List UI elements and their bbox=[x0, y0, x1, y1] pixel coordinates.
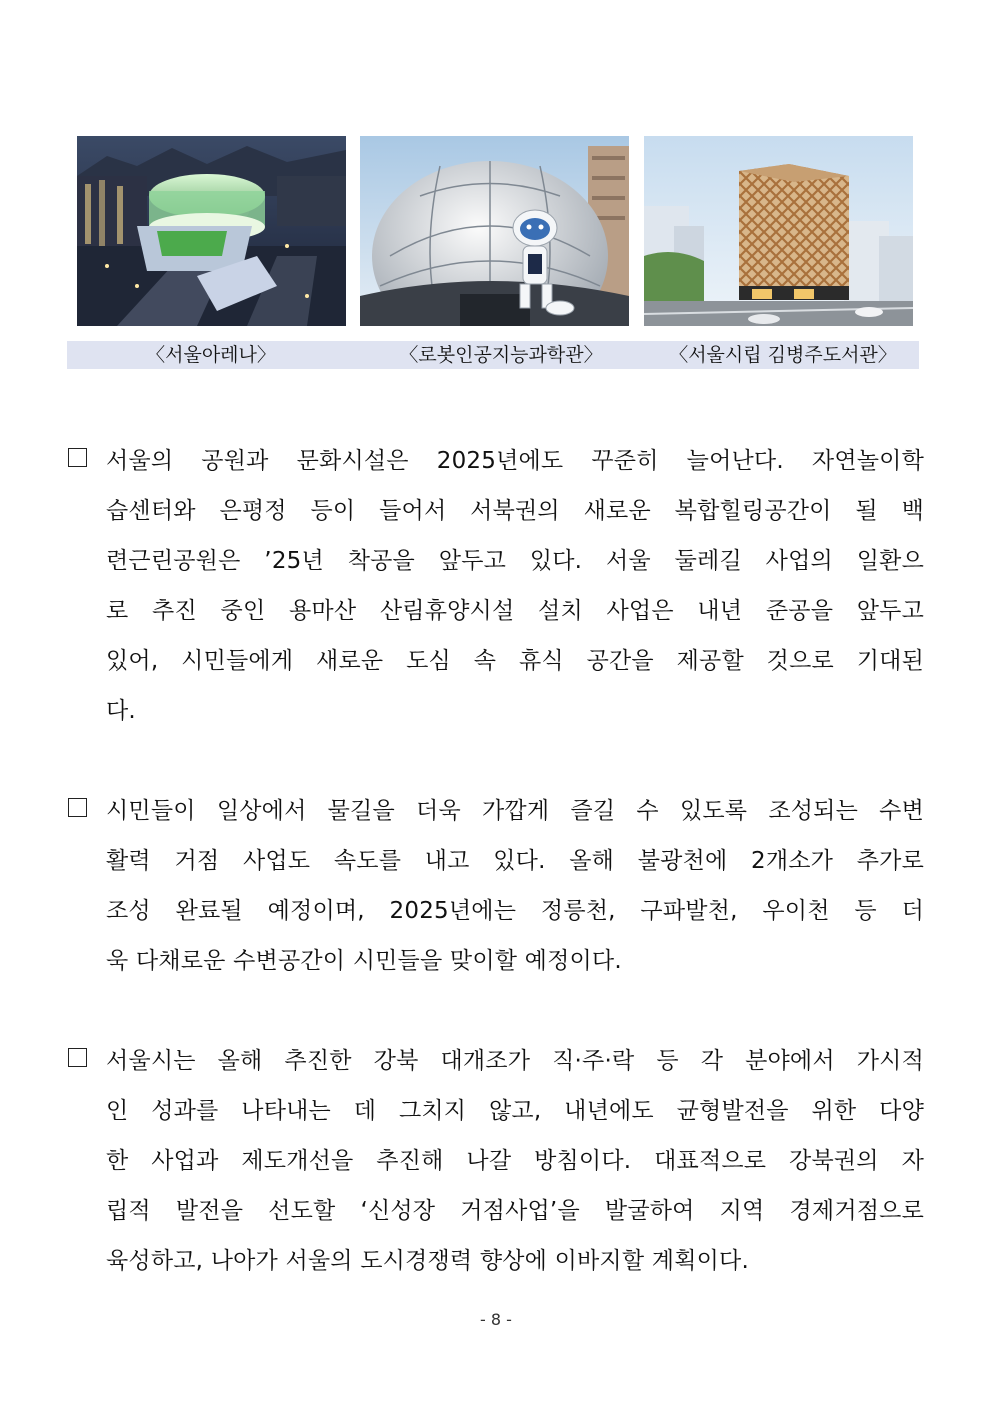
paragraph-line: 인 성과를 나타내는 데 그치지 않고, 내년에도 균형발전을 위한 다양 bbox=[106, 1098, 924, 1124]
paragraph-line: 립적 발전을 선도할 ‘신성장 거점사업’을 발굴하여 지역 경제거점으로 bbox=[106, 1198, 924, 1224]
arena-night-aerial-image bbox=[77, 136, 346, 326]
paragraph-line: 한 사업과 제도개선을 추진해 나갈 방침이다. 대표적으로 강북권의 자 bbox=[106, 1148, 924, 1174]
paragraph-line: 서울의 공원과 문화시설은 2025년에도 꾸준히 늘어난다. 자연놀이학 bbox=[106, 448, 924, 474]
figure-row bbox=[77, 136, 913, 326]
paragraph-line: 로 추진 중인 용마산 산림휴양시설 설치 사업은 내년 준공을 앞두고 bbox=[106, 598, 924, 624]
paragraph-line: 활력 거점 사업도 속도를 내고 있다. 올해 불광천에 2개소가 추가로 bbox=[106, 848, 924, 874]
robot-science-museum-image bbox=[360, 136, 629, 326]
caption-bar bbox=[67, 341, 919, 369]
paragraph-line: 시민들이 일상에서 물길을 더욱 가깝게 즐길 수 있도록 조성되는 수변 bbox=[106, 798, 924, 824]
figure-caption: 〈서울아레나〉 bbox=[146, 344, 276, 366]
paragraph-line: 서울시는 올해 추진한 강북 대개조가 직·주·락 등 각 분야에서 가시적 bbox=[106, 1048, 924, 1074]
page-number: - 8 - bbox=[480, 1310, 512, 1329]
paragraph-line: 습센터와 은평정 등이 들어서 서북권의 새로운 복합힐링공간이 될 백 bbox=[106, 498, 924, 524]
paragraph-line: 있어, 시민들에게 새로운 도심 속 휴식 공간을 제공할 것으로 기대된 bbox=[106, 648, 924, 674]
paragraph-line: 조성 완료될 예정이며, 2025년에는 정릉천, 구파발천, 우이천 등 더 bbox=[106, 898, 924, 924]
paragraph-line: 다. bbox=[106, 698, 136, 724]
paragraph-line: 육성하고, 나아가 서울의 도시경쟁력 향상에 이바지할 계획이다. bbox=[106, 1248, 749, 1274]
paragraph-line: 욱 다채로운 수변공간이 시민들을 맞이할 예정이다. bbox=[106, 948, 622, 974]
library-building-image bbox=[644, 136, 913, 326]
paragraph-line: 련근린공원은 ’25년 착공을 앞두고 있다. 서울 둘레길 사업의 일환으 bbox=[106, 548, 924, 574]
checkbox-bullet-icon bbox=[68, 448, 87, 467]
checkbox-bullet-icon bbox=[68, 798, 87, 817]
figure-caption: 〈서울시립 김병주도서관〉 bbox=[669, 344, 897, 366]
figure-caption: 〈로봇인공지능과학관〉 bbox=[399, 344, 603, 366]
checkbox-bullet-icon bbox=[68, 1048, 87, 1067]
